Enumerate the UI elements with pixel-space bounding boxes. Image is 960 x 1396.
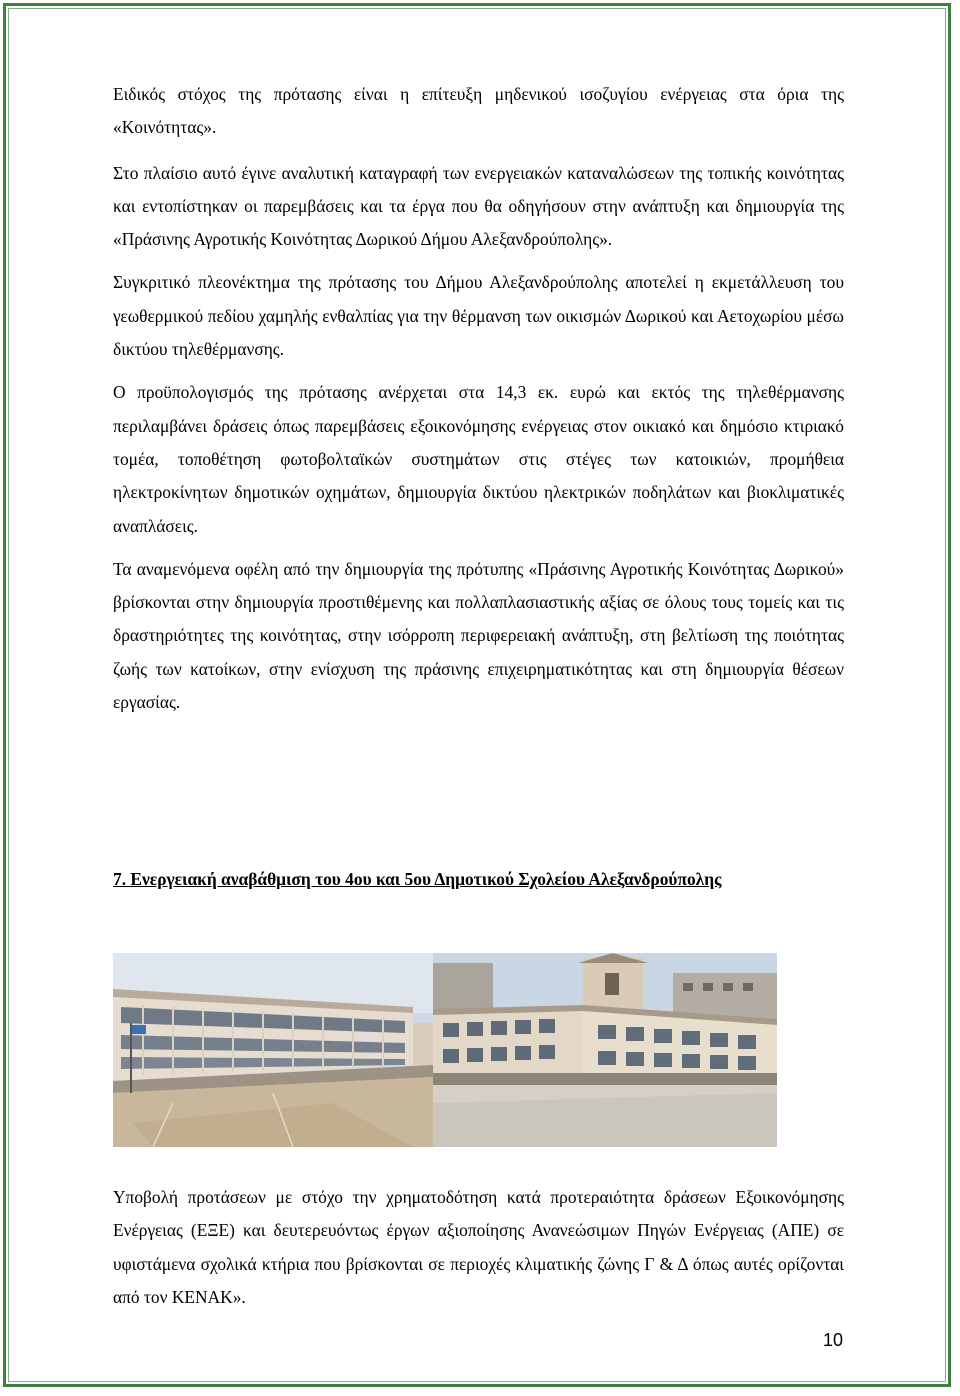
paragraph-goal: Ειδικός στόχος της πρότασης είναι η επίτευξη μηδενικού ισοζυγίου ενέργειας στα όρια της «Κοινότητας». — [113, 84, 844, 138]
body-text — [113, 78, 844, 719]
paragraph-advantage: Συγκριτικό πλεονέκτημα της πρότασης του Δήμου Αλεξανδρούπολης αποτελεί η εκμετάλλευση του γεωθερμικού πεδίου χαμηλής ενθαλπίας για την θέρμανση των οικισμών Δωρικού και Αετοχωρίου μέσω δικτύου τηλεθέρμανσης. — [113, 272, 844, 360]
page-number: 10 — [822, 1330, 843, 1350]
section-heading: 7. Ενεργειακή αναβάθμιση του 4ου και 5ου Δημοτικού Σχολείου Αλεξανδρούπολης — [113, 869, 722, 889]
paragraph-recording: Στο πλαίσιο αυτό έγινε αναλυτική καταγραφή των ενεργειακών καταναλώσεων της τοπικής κοινότητας και εντοπίστηκαν οι παρεμβάσεις και τα έργα που θα οδηγήσουν στην ανάπτυξη και δημιουργία της «Πράσινης Αγροτικής Κοινότητας Δωρικού Δήμου Αλεξανδρούπολης». — [113, 162, 844, 250]
paragraph-benefits: Τα αναμενόμενα οφέλη από την δημιουργία της πρότυπης «Πράσινης Αγροτικής Κοινότητας Δωρικού» βρίσκονται στην δημιουργία προστιθέμενης και πολλαπλασιαστικής αξίας σε όλους τους τομείς και τις δραστηριότητες της κοινότητας, στην ισόρροπη περιφερειακή ανάπτυξη, στη βελτίωση της ποιότητας ζωής των κατοίκων, στην ενίσχυση της πράσινης επιχειρηματικότητας και στη δημιουργία θέσεων εργασίας. — [113, 558, 844, 713]
submission-text — [113, 1181, 844, 1314]
school-photo-left — [113, 953, 433, 1147]
school-photos — [113, 953, 777, 1147]
paragraph-submission: Υποβολή προτάσεων με στόχο την χρηματοδότηση κατά προτεραιότητα δράσεων Εξοικονόμησης Ενέργειας (ΕΞΕ) και δευτερευόντως έργων αξιοποίησης Ανανεώσιμων Πηγών Ενέργειας (ΑΠΕ) σε υφιστάμενα σχολικά κτήρια που βρίσκονται σε περιοχές κλιματικής ζώνης Γ & Δ όπως αυτές ορίζονται από τον ΚΕΝΑΚ». — [113, 1187, 844, 1307]
school-photo-right — [433, 953, 777, 1147]
paragraph-budget: Ο προϋπολογισμός της πρότασης ανέρχεται στα 14,3 εκ. ευρώ και εκτός της τηλεθέρμανσης περιλαμβάνει δράσεις όπως παρεμβάσεις εξοικονόμησης ενέργειας στον οικιακό και δημόσιο κτιριακό τομέα, τοποθέτηση φωτοβολταϊκών συστημάτων στις στέγες των κατοικιών, προμήθεια ηλεκτροκίνητων δημοτικών οχημάτων, δημιουργία δικτύου ηλεκτρικών ποδηλάτων και βιοκλιματικές αναπλάσεις. — [113, 382, 844, 536]
